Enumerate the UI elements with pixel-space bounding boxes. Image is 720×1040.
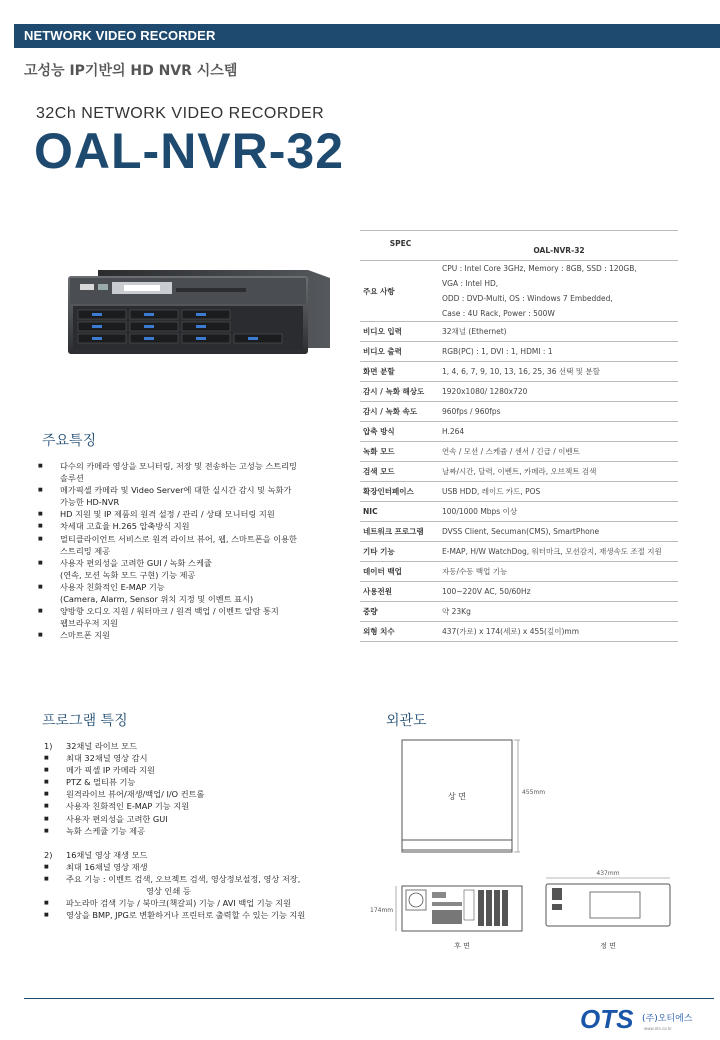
front-view-label: 정 면 xyxy=(600,942,616,950)
spec-row xyxy=(360,542,678,562)
list-item: ■ 사용자 편의성을 고려한 GUI xyxy=(40,813,360,825)
list-item: ■ 차세대 고효율 H.265 압축방식 지원 xyxy=(34,520,354,532)
spec-label: 네트워크 프로그램 xyxy=(360,522,440,542)
spec-value: 1, 4, 6, 7, 9, 10, 13, 16, 25, 36 선택 및 분할 xyxy=(440,362,678,382)
width-dim: 437mm xyxy=(596,870,620,877)
list-number: 2) xyxy=(44,849,53,860)
list-item: ■ 영상을 BMP, JPG로 변환하거나 프린터로 출력할 수 있는 기능 지원 xyxy=(40,909,360,921)
spec-row xyxy=(360,602,678,622)
outline-drawing xyxy=(370,736,690,966)
spec-row xyxy=(360,382,678,402)
depth-dim: 455mm xyxy=(522,789,546,796)
top-view-label: 상 면 xyxy=(448,792,466,801)
logo-brand: OTS xyxy=(580,1004,634,1034)
header-bar xyxy=(14,24,720,48)
spec-value: 1920x1080/ 1280x720 xyxy=(440,382,678,402)
list-item: ■ 다수의 카메라 영상을 모니터링, 저장 및 전송하는 고성능 스트리밍 xyxy=(34,460,354,472)
features-title: 주요특징 xyxy=(42,433,97,449)
spec-row xyxy=(360,482,678,502)
program-title: 프로그램 특징 xyxy=(42,713,128,729)
spec-label: 압축 방식 xyxy=(360,422,440,442)
spec-row xyxy=(360,462,678,482)
spec-value: 100/1000 Mbps 이상 xyxy=(440,502,678,522)
list-text: 32채널 라이브 모드 xyxy=(66,741,137,751)
spec-label: 감시 / 녹화 속도 xyxy=(360,402,440,422)
spec-label: 외형 치수 xyxy=(360,622,440,642)
list-item xyxy=(40,837,360,849)
spec-row xyxy=(360,622,678,642)
spec-row xyxy=(360,342,678,362)
list-item: ■ 주요 기능 : 이벤트 검색, 오브젝트 검색, 영상정보설정, 영상 저장, xyxy=(40,873,360,885)
list-item: ■ 최대 16채널 영상 재생 xyxy=(40,861,360,873)
spec-label: 사용전원 xyxy=(360,582,440,602)
list-item: 웹브라우저 지원 xyxy=(60,618,118,629)
spec-value: 연속 / 모션 / 스케쥴 / 센서 / 긴급 / 이벤트 xyxy=(440,442,678,462)
spec-value: 960fps / 960fps xyxy=(440,402,678,422)
spec-label: 감시 / 녹화 해상도 xyxy=(360,382,440,402)
spec-value: 약 23Kg xyxy=(440,602,678,622)
list-item: ■ 녹화 스케쥴 기능 제공 xyxy=(40,825,360,837)
spec-label: 데이터 백업 xyxy=(360,562,440,582)
spec-row xyxy=(360,582,678,602)
logo-company: (주)오티에스 xyxy=(642,1014,693,1024)
list-item: ■ 최대 32채널 영상 감시 xyxy=(40,752,360,764)
list-item: ■ HD 지원 및 IP 제품의 원격 설정 / 관리 / 상태 모니터링 지원 xyxy=(34,508,354,520)
spec-header-model: OAL-NVR-32 xyxy=(440,231,678,261)
spec-label: 주요 사항 xyxy=(360,261,440,322)
header-title: NETWORK VIDEO RECORDER xyxy=(24,28,216,43)
logo-url: www.ots.co.kr xyxy=(644,1026,672,1031)
spec-value: 자동/수동 백업 기능 xyxy=(440,562,678,582)
spec-value: H.264 xyxy=(440,422,678,442)
list-item xyxy=(40,849,360,861)
model-name: OAL-NVR-32 xyxy=(34,123,345,179)
spec-label: 비디오 입력 xyxy=(360,322,440,342)
spec-value: USB HDD, 레이드 카드, POS xyxy=(440,482,678,502)
spec-value: 날짜/시간, 달력, 이벤트, 카메라, 오브젝트 검색 xyxy=(440,462,678,482)
spec-label: 중량 xyxy=(360,602,440,622)
list-item: ■ 멀티클라이언트 서비스로 원격 라이브 뷰어, 웹, 스마트폰을 이용한 xyxy=(34,533,354,545)
spec-value: CPU : Intel Core 3GHz, Memory : 8GB, SSD : 120GB, VGA : Intel HD, ODD : DVD-Multi, OS : Windows 7 Embedded, Case : 4U Rack, Power : 500W xyxy=(440,261,678,322)
list-item: ■ 사용자 편의성을 고려한 GUI / 녹화 스케쥴 xyxy=(34,557,354,569)
spec-row xyxy=(360,502,678,522)
spec-row xyxy=(360,562,678,582)
program-list xyxy=(40,740,360,921)
spec-row xyxy=(360,402,678,422)
list-item: ■ 메가 픽셀 IP 카메라 지원 xyxy=(40,764,360,776)
ots-logo xyxy=(580,1004,700,1034)
model-subtitle: 32Ch NETWORK VIDEO RECORDER xyxy=(36,105,325,122)
spec-header-label: SPEC xyxy=(360,231,440,261)
spec-label: 검색 모드 xyxy=(360,462,440,482)
list-number: 1) xyxy=(44,741,53,751)
list-item: ■ 메가픽셀 카메라 및 Video Server에 대한 실시간 감시 및 녹화가 xyxy=(34,484,354,496)
spec-table xyxy=(360,230,678,642)
list-item: ■ 사용자 친화적인 E-MAP 기능 xyxy=(34,581,354,593)
list-item xyxy=(40,740,360,752)
spec-row xyxy=(360,362,678,382)
list-item: 영상 인쇄 등 xyxy=(146,886,191,897)
spec-row xyxy=(360,322,678,342)
spec-label: 확장인터페이스 xyxy=(360,482,440,502)
spec-value: E-MAP, H/W WatchDog, 워터마크, 모션감지, 재생속도 조절 지원 xyxy=(440,542,678,562)
spec-row xyxy=(360,522,678,542)
list-item: 가능한 HD-NVR xyxy=(60,497,120,508)
page-subtitle: 고성능 IP기반의 HD NVR 시스템 xyxy=(24,63,238,79)
list-text: 16채널 영상 재생 모드 xyxy=(66,849,148,860)
list-item: 솔루션 xyxy=(60,473,84,484)
spec-value: DVSS Client, Secuman(CMS), SmartPhone xyxy=(440,522,678,542)
list-item: 스트리밍 제공 xyxy=(60,545,111,556)
spec-value: 32채널 (Ethernet) xyxy=(440,322,678,342)
list-item: ■ 사용자 친화적인 E-MAP 기능 지원 xyxy=(40,800,360,812)
list-item: (Camera, Alarm, Sensor 위치 지정 및 이벤트 표시) xyxy=(60,594,254,605)
spec-label: 화면 분할 xyxy=(360,362,440,382)
rear-view-label: 후 면 xyxy=(454,942,470,950)
spec-row xyxy=(360,261,678,322)
list-item: (연속, 모션 녹화 모드 구현) 기능 제공 xyxy=(60,569,196,580)
spec-label: 기타 기능 xyxy=(360,542,440,562)
spec-value: 100~220V AC, 50/60Hz xyxy=(440,582,678,602)
spec-value: 437(가로) x 174(세로) x 455(깊이)mm xyxy=(440,622,678,642)
spec-value: RGB(PC) : 1, DVI : 1, HDMI : 1 xyxy=(440,342,678,362)
spec-label: 녹화 모드 xyxy=(360,442,440,462)
height-dim: 174mm xyxy=(370,907,394,914)
front-view-outline xyxy=(546,884,670,926)
list-item: ■ PTZ & 멀티뷰 기능 xyxy=(40,776,360,788)
nvr-device-image xyxy=(68,268,330,354)
spec-label: 비디오 출력 xyxy=(360,342,440,362)
list-item: ■ 양방향 오디오 지원 / 워터마크 / 원격 백업 / 이벤트 알람 통지 xyxy=(34,605,354,617)
drawing-title: 외관도 xyxy=(386,713,427,729)
footer-line xyxy=(24,998,714,999)
spec-row xyxy=(360,442,678,462)
spec-header-row xyxy=(360,231,678,261)
spec-label: NIC xyxy=(360,502,440,522)
features-list xyxy=(34,460,354,641)
list-item: ■ 스마트폰 지원 xyxy=(34,629,354,641)
spec-row xyxy=(360,422,678,442)
list-item: ■ 원격라이브 뷰어/재생/백업/ I/O 컨트롤 xyxy=(40,788,360,800)
list-item: ■ 파노라마 검색 기능 / 북마크(책갈피) 기능 / AVI 백업 기능 지원 xyxy=(40,897,360,909)
